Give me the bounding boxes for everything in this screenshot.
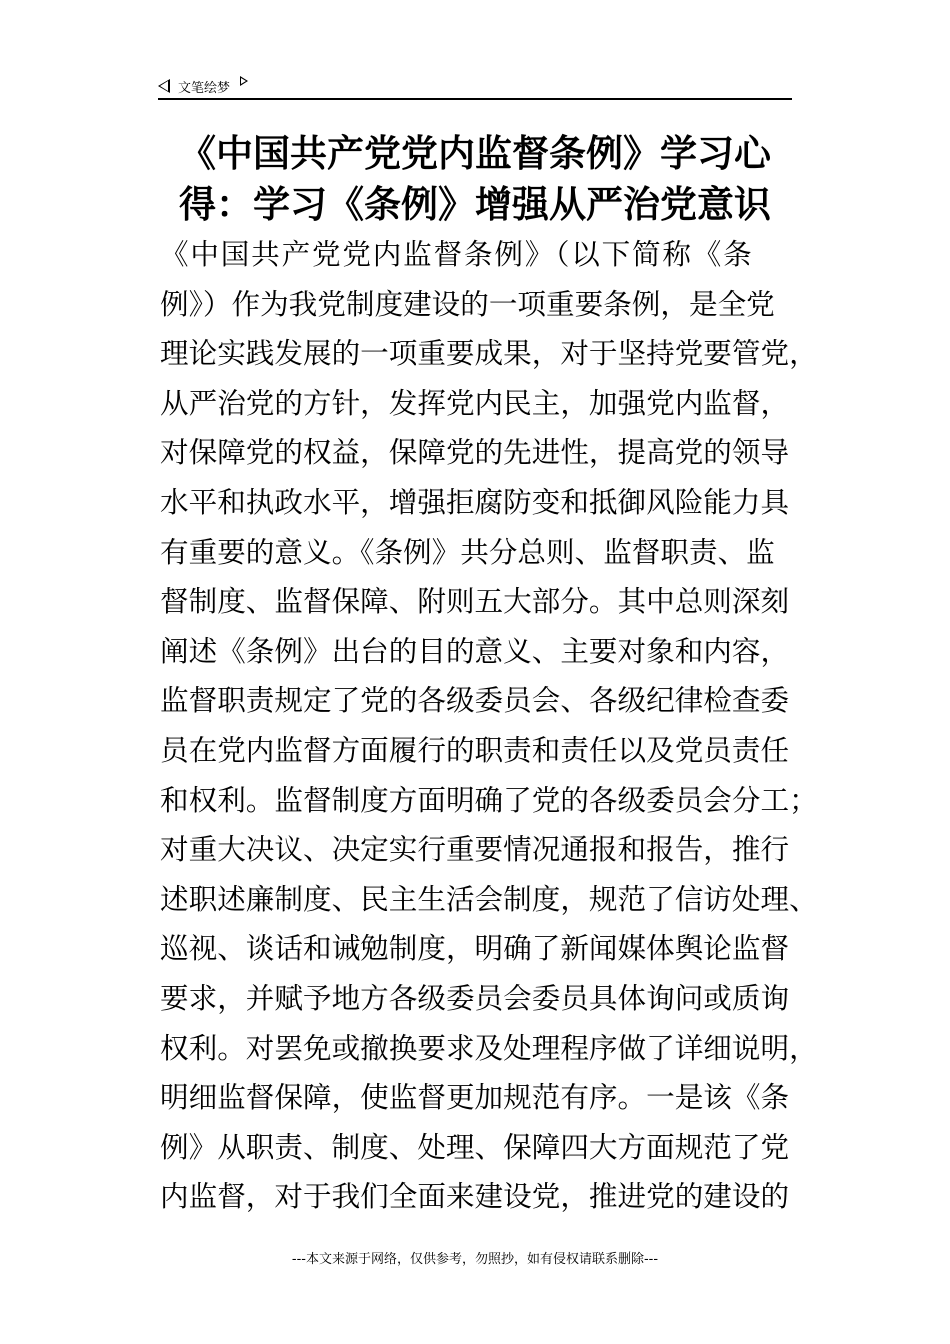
body-line: 例》）作为我党制度建设的一项重要条例，是全党 — [160, 286, 775, 321]
body-paragraph — [160, 230, 818, 1222]
page-header — [158, 74, 248, 98]
body-line: 水平和执政水平，增强拒腐防变和抵御风险能力具 — [160, 484, 790, 519]
body-line: 内监督，对于我们全面来建设党，推进党的建设的 — [160, 1179, 790, 1214]
left-triangle-icon — [158, 79, 170, 93]
right-triangle-icon — [240, 76, 248, 86]
footer-notice: ---本文来源于网络，仅供参考，勿照抄，如有侵权请联系删除--- — [291, 1252, 659, 1267]
body-line: 对保障党的权益，保障党的先进性，提高党的领导 — [160, 435, 790, 470]
header-divider — [158, 98, 792, 100]
body-line: 例》从职责、制度、处理、保障四大方面规范了党 — [160, 1129, 790, 1164]
body-line: 理论实践发展的一项重要成果，对于坚持党要管党， — [160, 336, 818, 371]
body-line: 监督职责规定了党的各级委员会、各级纪律检查委 — [160, 683, 790, 718]
body-line: 《中国共产党党内监督条例》（以下简称《条 — [160, 237, 754, 271]
body-line: 督制度、监督保障、附则五大部分。其中总则深刻 — [160, 584, 790, 619]
body-line: 和权利。监督制度方面明确了党的各级委员会分工； — [160, 782, 818, 817]
document-title — [150, 128, 800, 230]
body-line: 巡视、谈话和诫勉制度，明确了新闻媒体舆论监督 — [160, 931, 790, 966]
title-line-2: 得：学习《条例》增强从严治党意识 — [179, 183, 771, 226]
body-line: 从严治党的方针，发挥党内民主，加强党内监督， — [160, 385, 790, 420]
body-line: 要求，并赋予地方各级委员会委员具体询问或质询 — [160, 980, 790, 1015]
title-line-1: 《中国共产党党内监督条例》学习心 — [179, 132, 771, 175]
body-line: 述职述廉制度、民主生活会制度，规范了信访处理、 — [160, 881, 818, 916]
body-line: 明细监督保障，使监督更加规范有序。一是该《条 — [160, 1080, 790, 1115]
brand-label: 文笔绘梦 — [178, 80, 231, 96]
body-line: 阐述《条例》出台的目的意义、主要对象和内容， — [160, 633, 790, 668]
body-line: 对重大决议、决定实行重要情况通报和报告，推行 — [160, 832, 790, 867]
body-line: 权利。对罢免或撤换要求及处理程序做了详细说明， — [160, 1030, 818, 1065]
body-line: 员在党内监督方面履行的职责和责任以及党员责任 — [160, 732, 790, 767]
body-line: 有重要的意义。《条例》共分总则、监督职责、监 — [160, 534, 775, 569]
